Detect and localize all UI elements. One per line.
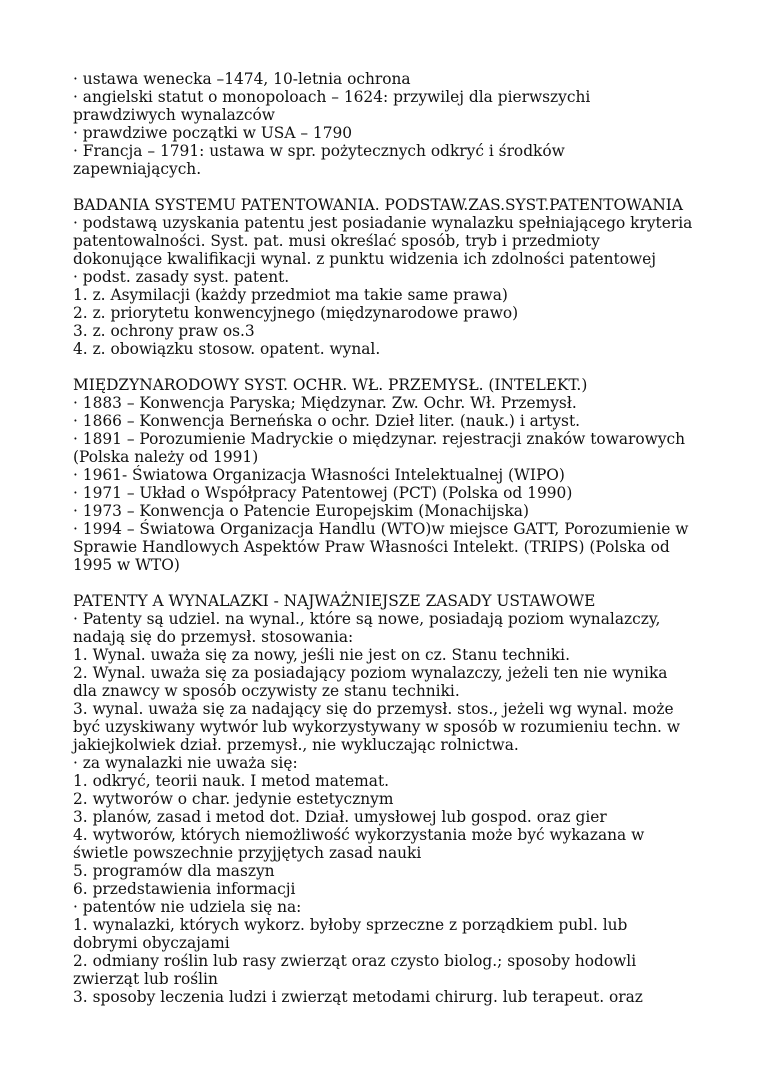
list-item: 3. z. ochrony praw os.3 <box>73 322 255 340</box>
section-heading: PATENTY A WYNALAZKI - NAJWAŻNIEJSZE ZASADY USTAWOWE <box>73 592 596 610</box>
list-item: · podstawą uzyskania patentu jest posiadanie wynalazku spełniającego kryteria patentowalności. Syst. pat. musi określać sposób, tryb i przedmioty dokonujące kwalifikacji wynal. z punktu widzenia ich zdolności patentowej <box>73 214 693 268</box>
list-item: 4. wytworów, których niemożliwość wykorzystania może być wykazana w świetle powszechnie przyjjętych zasad nauki <box>73 826 645 862</box>
list-item: 3. planów, zasad i metod dot. Dział. umysłowej lub gospod. oraz gier <box>73 808 607 826</box>
section-heading: MIĘDZYNARODOWY SYST. OCHR. WŁ. PRZEMYSŁ. (INTELEKT.) <box>73 376 588 394</box>
list-item: 4. z. obowiązku stosow. opatent. wynal. <box>73 340 381 358</box>
list-item: · podst. zasady syst. patent. <box>73 268 290 286</box>
list-item: 1. Wynal. uważa się za nowy, jeśli nie jest on cz. Stanu techniki. <box>73 646 570 664</box>
list-item: · 1961- Światowa Organizacja Własności Intelektualnej (WIPO) <box>73 466 565 484</box>
list-item: 3. sposoby leczenia ludzi i zwierząt metodami chirurg. lub terapeut. oraz <box>73 988 643 1006</box>
list-item: · Patenty są udziel. na wynal., które są nowe, posiadają poziom wynalazczy, nadają się do przemysł. stosowania: <box>73 610 661 646</box>
list-item: · 1971 – Układ o Współpracy Patentowej (PCT) (Polska od 1990) <box>73 484 573 502</box>
list-item: · angielski statut o monopoloach – 1624: przywilej dla pierwszychi prawdziwych wynalazców <box>73 88 591 124</box>
list-item: · 1866 – Konwencja Berneńska o ochr. Dzieł liter. (nauk.) i artyst. <box>73 412 581 430</box>
section-patent-system-research <box>73 196 693 358</box>
list-item: 5. programów dla maszyn <box>73 862 275 880</box>
section-international-system <box>73 376 693 574</box>
list-item: · patentów nie udziela się na: <box>73 898 302 916</box>
list-item: 1. wynalazki, których wykorz. byłoby sprzeczne z porządkiem publ. lub dobrymi obyczajami <box>73 916 628 952</box>
section-history <box>73 70 693 178</box>
list-item: 6. przedstawienia informacji <box>73 880 296 898</box>
list-item: · 1891 – Porozumienie Madryckie o międzynar. rejestracji znaków towarowych (Polska należy od 1991) <box>73 430 686 466</box>
list-item: 2. wytworów o char. jedynie estetycznym <box>73 790 394 808</box>
list-item: 2. Wynal. uważa się za posiadający poziom wynalazczy, jeżeli ten nie wynika dla znawcy w sposób oczywisty ze stanu techniki. <box>73 664 668 700</box>
list-item: · ustawa wenecka –1474, 10-letnia ochrona <box>73 70 411 88</box>
list-item: 1. z. Asymilacji (każdy przedmiot ma takie same prawa) <box>73 286 508 304</box>
section-patents-and-inventions <box>73 592 693 1006</box>
list-item: · za wynalazki nie uważa się: <box>73 754 298 772</box>
list-item: 3. wynal. uważa się za nadający się do przemysł. stos., jeżeli wg wynal. może być uzyskiwany wytwór lub wykorzystywany w sposób w rozumieniu techn. w jakiejkolwiek dział. przemysł., nie wykluczając rolnictwa. <box>73 700 680 754</box>
list-item: 2. odmiany roślin lub rasy zwierząt oraz czysto biolog.; sposoby hodowli zwierząt lub roślin <box>73 952 637 988</box>
list-item: 2. z. priorytetu konwencyjnego (międzynarodowe prawo) <box>73 304 519 322</box>
list-item: · 1883 – Konwencja Paryska; Międzynar. Zw. Ochr. Wł. Przemysł. <box>73 394 577 412</box>
list-item: · prawdziwe początki w USA – 1790 <box>73 124 353 142</box>
document-page <box>73 70 693 1006</box>
list-item: · Francja – 1791: ustawa w spr. pożytecznych odkryć i środków zapewniających. <box>73 142 565 178</box>
list-item: · 1973 – Konwencja o Patencie Europejskim (Monachijska) <box>73 502 529 520</box>
list-item: 1. odkryć, teorii nauk. I metod matemat. <box>73 772 390 790</box>
section-heading: BADANIA SYSTEMU PATENTOWANIA. PODSTAW.ZAS.SYST.PATENTOWANIA <box>73 196 683 214</box>
list-item: · 1994 – Światowa Organizacja Handlu (WTO)w miejsce GATT, Porozumienie w Sprawie Handlowych Aspektów Praw Własności Intelekt. (TRIPS) (Polska od 1995 w WTO) <box>73 520 689 574</box>
